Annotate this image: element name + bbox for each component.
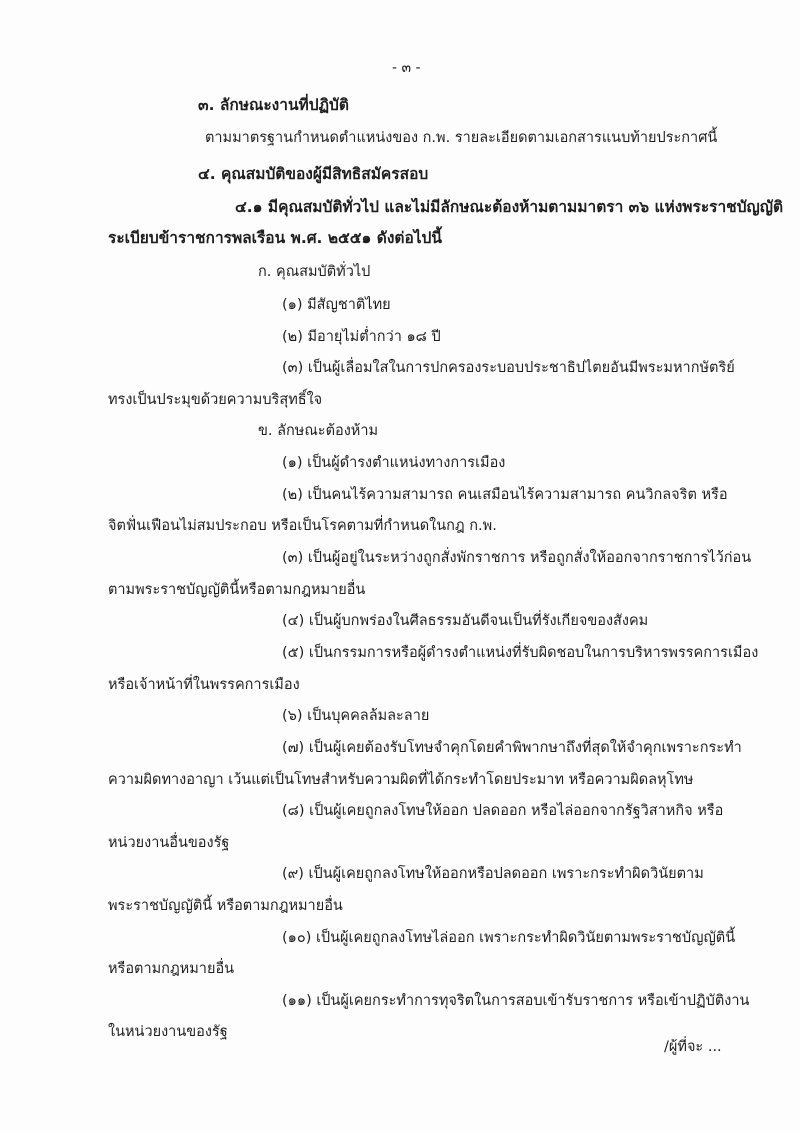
section-4-1-line1: ๔.๑ มีคุณสมบัติทั่วไป และไม่มีลักษณะต้องห้ามตามมาตรา ๓๖ แห่งพระราชบัญญัติ: [235, 198, 784, 216]
prohibited-item-9: (๙) เป็นผู้เคยถูกลงโทษให้ออกหรือปลดออก เพราะกระทำผิดวินัยตาม: [282, 866, 704, 882]
prohibited-item-3-cont: ตามพระราชบัญญัตินี้หรือตามกฎหมายอื่น: [108, 582, 366, 598]
prohibited-item-5: (๕) เป็นกรรมการหรือผู้ดำรงตำแหน่งที่รับผิดชอบในการบริหารพรรคการเมือง: [282, 645, 759, 661]
general-qualifications-heading: ก. คุณสมบัติทั่วไป: [258, 264, 371, 280]
continuation-marker: /ผู้ที่จะ ...: [664, 1039, 722, 1055]
prohibited-item-8-cont: หน่วยงานอื่นของรัฐ: [108, 835, 230, 851]
general-item-3-cont: ทรงเป็นประมุขด้วยความบริสุทธิ์ใจ: [108, 392, 323, 408]
prohibited-item-4: (๔) เป็นผู้บกพร่องในศีลธรรมอันดีจนเป็นที่รังเกียจของสังคม: [282, 613, 649, 629]
section-3-body: ตามมาตรฐานกำหนดตำแหน่งของ ก.พ. รายละเอียดตามเอกสารแนบท้ายประกาศนี้: [205, 130, 718, 146]
prohibited-item-10-cont: หรือตามกฎหมายอื่น: [108, 961, 235, 977]
prohibited-item-7-cont: ความผิดทางอาญา เว้นแต่เป็นโทษสำหรับความผิดที่ได้กระทำโดยประมาท หรือความผิดลหุโทษ: [108, 772, 694, 788]
prohibited-item-6: (๖) เป็นบุคคลล้มละลาย: [282, 708, 430, 724]
prohibited-item-9-cont: พระราชบัญญัตินี้ หรือตามกฎหมายอื่น: [108, 898, 343, 914]
general-item-2: (๒) มีอายุไม่ต่ำกว่า ๑๘ ปี: [282, 329, 441, 345]
prohibited-item-11-cont: ในหน่วยงานของรัฐ: [108, 1024, 228, 1040]
prohibited-item-1: (๑) เป็นผู้ดำรงตำแหน่งทางการเมือง: [282, 455, 506, 471]
prohibited-heading: ข. ลักษณะต้องห้าม: [258, 423, 379, 439]
prohibited-item-8: (๘) เป็นผู้เคยถูกลงโทษให้ออก ปลดออก หรือไล่ออกจากรัฐวิสาหกิจ หรือ: [282, 803, 724, 819]
general-item-1: (๑) มีสัญชาติไทย: [282, 297, 391, 313]
prohibited-item-2: (๒) เป็นคนไร้ความสามารถ คนเสมือนไร้ความสามารถ คนวิกลจริต หรือ: [282, 487, 728, 503]
section-4-heading: ๔. คุณสมบัติของผู้มีสิทธิสมัครสอบ: [198, 165, 429, 183]
prohibited-item-11: (๑๑) เป็นผู้เคยกระทำการทุจริตในการสอบเข้ารับราชการ หรือเข้าปฏิบัติงาน: [282, 993, 750, 1009]
prohibited-item-3: (๓) เป็นผู้อยู่ในระหว่างถูกสั่งพักราชการ หรือถูกสั่งให้ออกจากราชการไว้ก่อน: [282, 550, 752, 566]
page-number: - ๓ -: [392, 60, 421, 76]
section-4-1-line2: ระเบียบข้าราชการพลเรือน พ.ศ. ๒๕๕๑ ดังต่อไปนี้: [108, 229, 442, 247]
prohibited-item-10: (๑๐) เป็นผู้เคยถูกลงโทษไล่ออก เพราะกระทำผิดวินัยตามพระราชบัญญัตินี้: [282, 930, 736, 946]
prohibited-item-5-cont: หรือเจ้าหน้าที่ในพรรคการเมือง: [108, 677, 300, 693]
prohibited-item-7: (๗) เป็นผู้เคยต้องรับโทษจำคุกโดยคำพิพากษาถึงที่สุดให้จำคุกเพราะกระทำ: [282, 740, 742, 756]
section-3-heading: ๓. ลักษณะงานที่ปฏิบัติ: [198, 96, 349, 114]
prohibited-item-2-cont: จิตฟั่นเฟือนไม่สมประกอบ หรือเป็นโรคตามที่กำหนดในกฎ ก.พ.: [108, 518, 497, 534]
general-item-3: (๓) เป็นผู้เลื่อมใสในการปกครองระบอบประชาธิปไตยอันมีพระมหากษัตริย์: [282, 360, 735, 376]
